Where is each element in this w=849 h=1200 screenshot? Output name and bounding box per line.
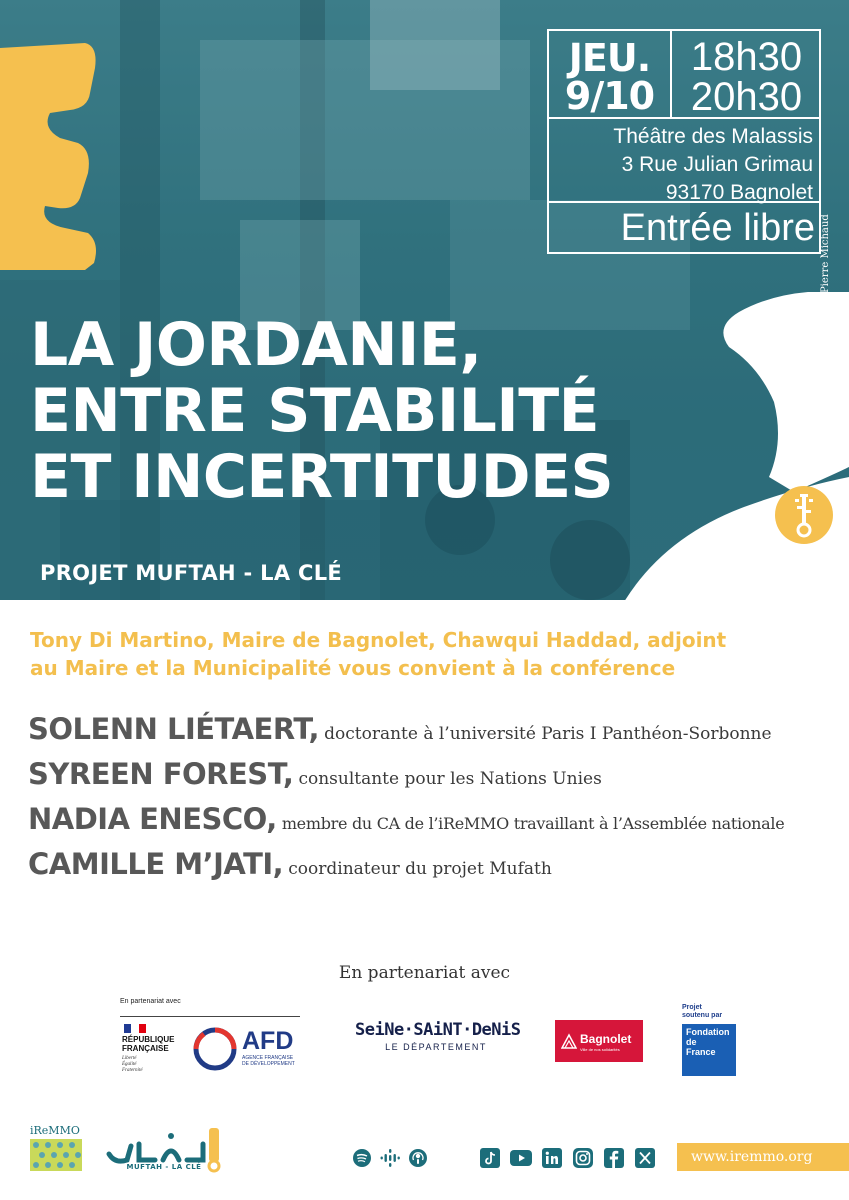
event-time-start: 18h30 [690,35,803,79]
rf-motto-2: Égalité [122,1062,137,1067]
fdf-caption-2: soutenu par [682,1012,723,1019]
afd-ring-icon [192,1026,238,1072]
speaker-item [28,712,843,757]
divider [120,1016,300,1017]
decorative-yellow-shape [0,38,105,273]
venue-city: 93170 Bagnolet [665,181,813,204]
event-info-box [547,29,821,254]
x-twitter-icon[interactable] [634,1147,656,1169]
website-link[interactable]: www.iremmo.org [677,1143,849,1171]
decorative-dove-shape [624,292,849,600]
french-flag-icon [124,1024,146,1033]
rf-motto [122,1056,143,1074]
spotify-icon[interactable] [351,1147,373,1169]
iremmo-logo [30,1124,84,1175]
speaker-item [28,757,843,802]
google-podcasts-icon[interactable] [379,1147,401,1169]
speaker-name: CAMILLE M’JATI, [28,847,284,881]
afd-partner-logo [120,998,302,1076]
bagnolet-mark-icon [561,1033,577,1049]
muftah-subtitle: MUFTAH - LA CLÉ [126,1163,202,1171]
speaker-role: consultante pour les Nations Unies [298,769,602,789]
fdf-caption [682,1004,722,1020]
speaker-name: SYREEN FOREST, [28,757,294,791]
rf-line-2: FRANÇAISE [122,1044,169,1053]
event-time [672,31,821,119]
entry-info: Entrée libre [549,201,821,254]
title-line-2: ENTRE STABILITÉ [30,376,600,446]
invitation-text [30,626,820,682]
bagnolet-name: Bagnolet [580,1032,632,1046]
afd-sub-2: DE DÉVELOPPEMENT [242,1061,295,1067]
speaker-role: doctorante à l’université Paris I Panthéon-Sorbonne [324,724,772,744]
photo-credit: Photo : Pierre Michaud [820,214,831,332]
seine-saint-denis-logo [355,1020,521,1062]
speaker-role: coordinateur du projet Mufath [288,859,552,879]
ssd-subtitle: LE DÉPARTEMENT [385,1042,487,1052]
afd-sub-1: AGENCE FRANÇAISE [242,1055,294,1061]
fdf-line-2: de [686,1037,697,1047]
youtube-icon[interactable] [510,1147,532,1169]
gov-partner-caption: En partenariat avec [120,998,181,1005]
ssd-name: SeiNe·SAiNT·DeNiS [355,1020,521,1040]
apple-podcasts-icon[interactable] [407,1147,429,1169]
podcast-links [351,1147,429,1169]
fdf-line-1: Fondation [686,1027,730,1037]
fdf-caption-1: Projet [682,1004,702,1011]
speaker-name: NADIA ENESCO, [28,802,277,836]
title-line-1: LA JORDANIE, [30,310,482,380]
speaker-name: SOLENN LIÉTAERT, [28,712,320,746]
rf-motto-1: Liberté [122,1056,137,1061]
iremmo-name: iReMMO [30,1124,80,1137]
instagram-icon[interactable] [572,1147,594,1169]
speaker-role: membre du CA de l’iReMMO travaillant à l’Assemblée nationale [281,814,785,833]
rf-line-1: RÉPUBLIQUE [122,1035,175,1044]
event-time-end: 20h30 [690,75,803,119]
bagnolet-subtitle: Ville de nos solidarités [580,1047,620,1052]
project-label: PROJET MUFTAH - LA CLÉ [40,561,343,585]
speaker-item [28,802,843,847]
bagnolet-logo [555,1020,643,1062]
republique-francaise [122,1035,174,1053]
speaker-item [28,847,843,892]
afd-subtitle [242,1055,302,1067]
partners-label: En partenariat avec [338,963,511,983]
fdf-line-3: France [686,1047,716,1057]
fondation-de-france-logo [682,1024,736,1076]
social-links [479,1147,656,1169]
page-title [30,312,613,510]
tiktok-icon[interactable] [479,1147,501,1169]
afd-name: AFD [242,1027,294,1055]
event-venue [613,123,813,207]
venue-street: 3 Rue Julian Grimau [621,153,813,176]
invitation-line-2: au Maire et la Municipalité vous convient à la conférence [30,656,676,680]
speaker-list [28,712,843,892]
event-day [549,31,672,119]
mosaic-icon [30,1139,82,1171]
invitation-line-1: Tony Di Martino, Maire de Bagnolet, Chawqui Haddad, adjoint [30,628,727,652]
key-icon [775,486,833,544]
facebook-icon[interactable] [603,1147,625,1169]
event-date: 9/10 [564,74,655,118]
linkedin-icon[interactable] [541,1147,563,1169]
event-day-name: JEU. [568,36,651,80]
rf-motto-3: Fraternité [122,1068,143,1073]
venue-name: Théâtre des Malassis [613,125,813,148]
title-line-3: ET INCERTITUDES [30,442,614,512]
